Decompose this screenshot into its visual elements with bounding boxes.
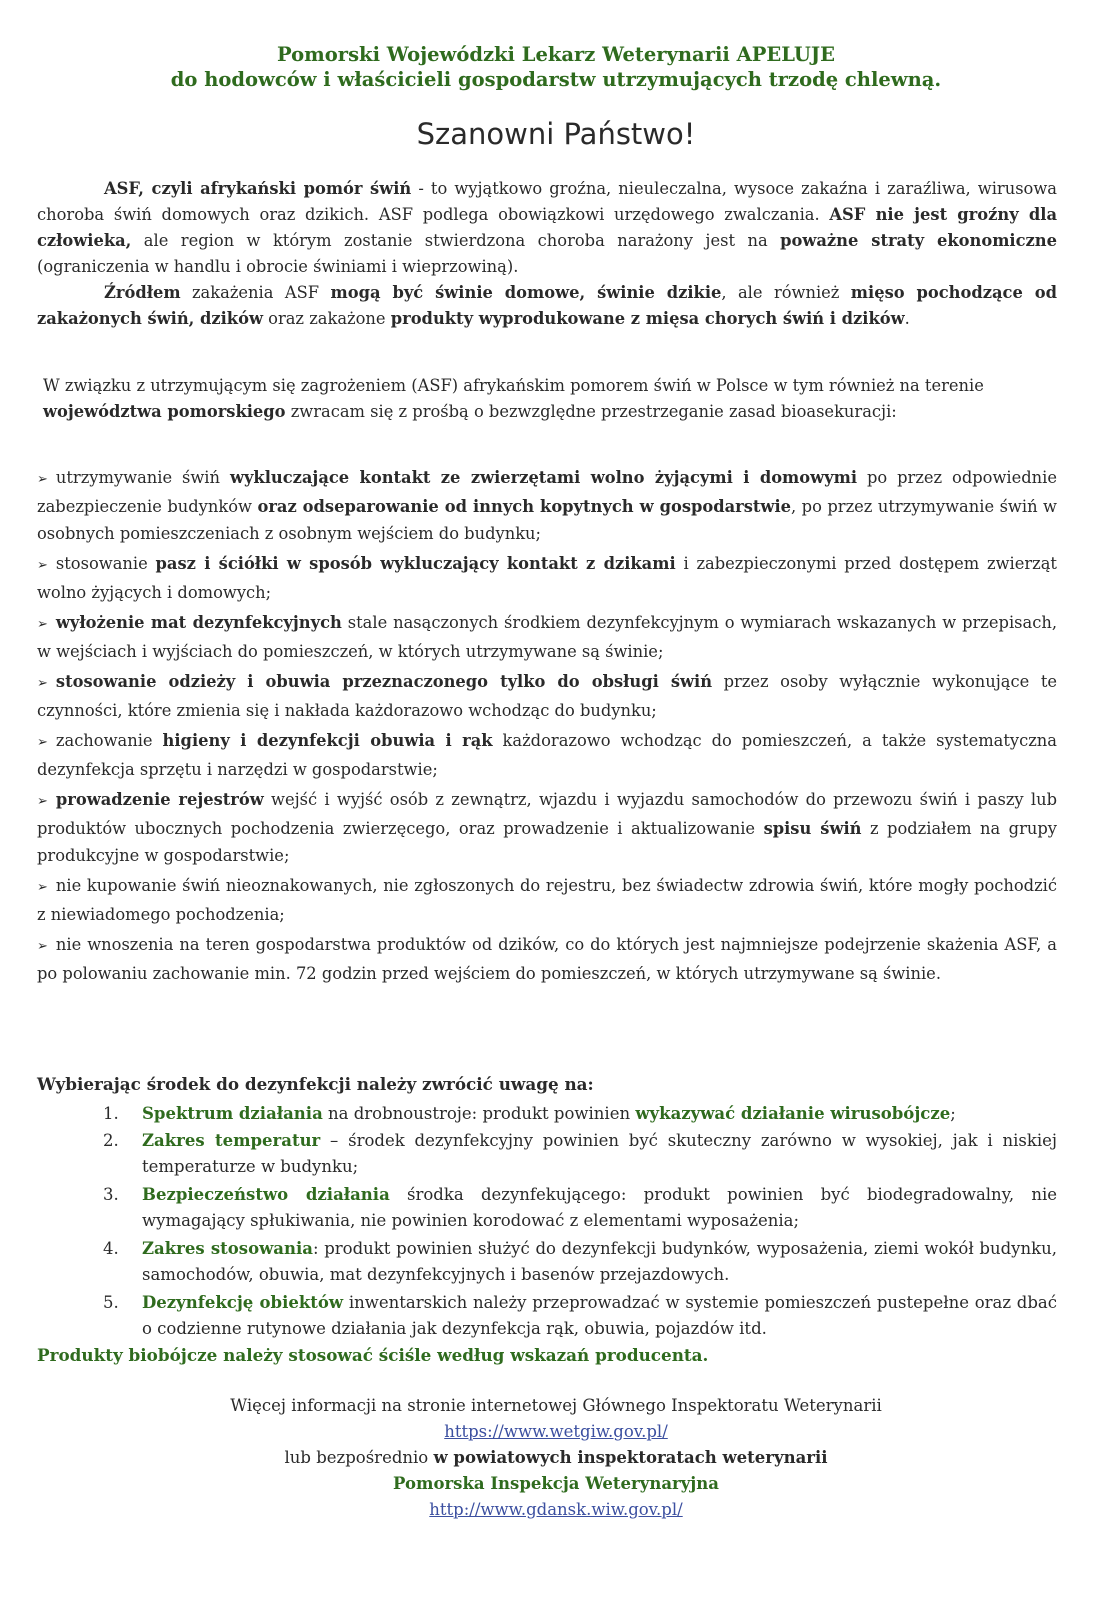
header-line-2: do hodowców i właścicieli gospodarstw utrzymujących trzodę chlewną. — [170, 68, 942, 91]
bullet-item-4: ➢ stosowanie odzieży i obuwia przeznaczonego tylko do obsługi świń przez osoby wyłącznie wykonujące te czynności, które zmienia się i nakłada każdorazowo wchodząc do budynku; — [37, 672, 1057, 720]
intro-paragraph-1: ASF, czyli afrykański pomór świń - to wyjątkowo groźna, nieuleczalna, wysoce zakaźna i zaraźliwa, wirusowa choroba świń domowych oraz dzikich. ASF podlega obowiązkowi urzędowego zwalczania. ASF nie jest groźny dla człowieka, ale region w którym zostanie stwierdzona choroba narażony jest na poważne straty ekonomiczne (ograniczenia w handlu i obrocie świniami i wieprzowiną). — [37, 179, 1057, 276]
biocide-closing-note: Produkty biobójcze należy stosować ściśle według wskazań producenta. — [37, 1345, 709, 1365]
arrow-bullet-icon: ➢ — [37, 472, 48, 487]
arrow-bullet-icon: ➢ — [37, 939, 48, 954]
arrow-bullet-icon: ➢ — [37, 794, 48, 809]
appeal-paragraph: W związku z utrzymującym się zagrożeniem (ASF) afrykańskim pomorem świń w Polsce w tym również na terenie województwa pomorskiego zwracam się z prośbą o bezwzględne przestrzeganie zasad bioasekuracji: — [43, 376, 984, 421]
intro-paragraph-2: Źródłem zakażenia ASF mogą być świnie domowe, świnie dzikie, ale również mięso pochodzące od zakażonych świń, dzików oraz zakażone produkty wyprodukowane z mięsa chorych świń i dzików. — [37, 283, 1057, 328]
disinfectant-section-title: Wybierając środek do dezynfekcji należy zwrócić uwagę na: — [37, 1074, 594, 1094]
arrow-bullet-icon: ➢ — [37, 735, 48, 750]
footer-link-gi — [0, 1419, 1112, 1445]
footer-info-text: Więcej informacji na stronie internetowej Głównego Inspektoratu Weterynarii — [230, 1396, 882, 1415]
salutation: Szanowni Państwo! — [416, 117, 696, 151]
disinfectant-item-1: 1. Spektrum działania na drobnoustroje: produkt powinien wykazywać działanie wirusobójcze; — [103, 1104, 956, 1123]
arrow-bullet-icon: ➢ — [37, 880, 48, 895]
bullet-item-3: ➢ wyłożenie mat dezynfekcyjnych stale nasączonych środkiem dezynfekcyjnym o wymiarach wskazanych w przepisach, w wejściach i wyjściach do pomieszczeń, w których utrzymywane są świnie; — [37, 613, 1057, 661]
disinfectant-item-2: 2. Zakres temperatur – środek dezynfekcyjny powinien być skuteczny zarówno w wysokiej, jak i niskiej temperaturze w budynku; — [103, 1131, 1058, 1176]
gdansk-wiw-link[interactable]: http://www.gdansk.wiw.gov.pl/ — [429, 1500, 683, 1519]
disinfectant-item-3: 3. Bezpieczeństwo działania środka dezynfekującego: produkt powinien być biodegradowalny, nie wymagający spłukiwania, nie powinien korodować z elementami wyposażenia; — [103, 1185, 1057, 1230]
bullet-item-7: ➢ nie kupowanie świń nieoznakowanych, nie zgłoszonych do rejestru, bez świadectw zdrowia świń, które mogły pochodzić z niewiadomego pochodzenia; — [37, 876, 1057, 924]
arrow-bullet-icon: ➢ — [37, 676, 48, 691]
bullet-item-2: ➢ stosowanie pasz i ściółki w sposób wykluczający kontakt z dzikami i zabezpieczonymi przed dostępem zwierząt wolno żyjących i domowych; — [37, 554, 1057, 602]
footer-link-wiw — [0, 1497, 1112, 1523]
bullet-item-1: ➢ utrzymywanie świń wykluczające kontakt ze zwierzętami wolno żyjącymi i domowymi po przez odpowiednie zabezpieczenie budynków oraz odseparowanie od innych kopytnych w gospodarstwie, po przez utrzymywanie świń w osobnych pomieszczeniach z osobnym wejściem do budynku; — [37, 468, 1058, 543]
arrow-bullet-icon: ➢ — [37, 558, 48, 573]
footer-poviat-text: lub bezpośrednio w powiatowych inspektoratach weterynarii — [284, 1448, 828, 1467]
footer-organization: Pomorska Inspekcja Weterynaryjna — [393, 1474, 719, 1493]
arrow-bullet-icon: ➢ — [37, 617, 48, 632]
bullet-item-8: ➢ nie wnoszenia na teren gospodarstwa produktów od dzików, co do których jest najmniejsze podejrzenie skażenia ASF, a po polowaniu zachowanie min. 72 godzin przed wejściem do pomieszczeń, w których utrzymywane są świnie. — [37, 935, 1057, 983]
wetgiw-link[interactable]: https://www.wetgiw.gov.pl/ — [444, 1422, 668, 1441]
disinfectant-item-5: 5. Dezynfekcję obiektów inwentarskich należy przeprowadzać w systemie pomieszczeń pustepełne oraz dbać o codzienne rutynowe działania jak dezynfekcja rąk, obuwia, pojazdów itd. — [103, 1293, 1057, 1338]
header-line-1: Pomorski Wojewódzki Lekarz Weterynarii APELUJE — [277, 43, 835, 66]
disinfectant-item-4: 4. Zakres stosowania: produkt powinien służyć do dezynfekcji budynków, wyposażenia, ziemi wokół budynku, samochodów, obuwia, mat dezynfekcyjnych i basenów przejazdowych. — [103, 1239, 1057, 1284]
bullet-item-5: ➢ zachowanie higieny i dezynfekcji obuwia i rąk każdorazowo wchodząc do pomieszczeń, a także systematyczna dezynfekcja sprzętu i narzędzi w gospodarstwie; — [37, 731, 1057, 779]
bullet-item-6: ➢ prowadzenie rejestrów wejść i wyjść osób z zewnątrz, wjazdu i wyjazdu samochodów do przewozu świń i paszy lub produktów ubocznych pochodzenia zwierzęcego, oraz prowadzenie i aktualizowanie spisu świń z podziałem na grupy produkcyjne w gospodarstwie; — [37, 790, 1058, 865]
